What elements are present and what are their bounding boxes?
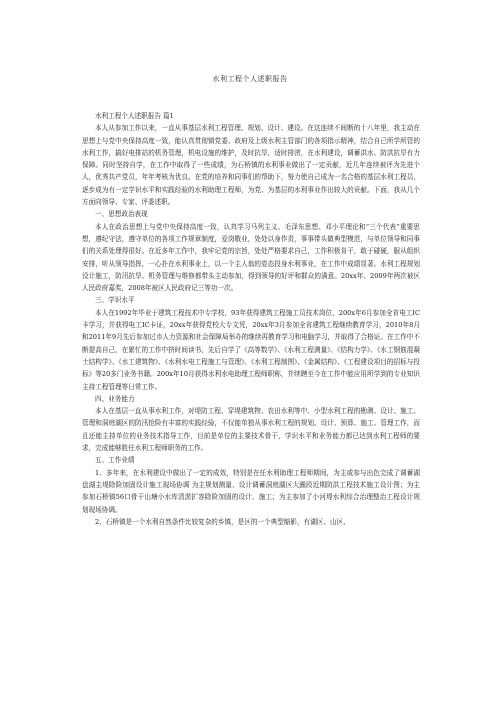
paragraph-achievement-2: 2、石桥镇是一个水利自然条件比较复杂的乡镇，是区的一个典型缩影，有湖区、山区、 <box>95 517 350 526</box>
paragraph-achievement-1: 1、多年来，在水利建设中做出了一定的成效，特别是在任水利助理工程师期间，为主或参与出色完成了调蓄湖盘湖主堤除险加固设计施工现场协调 为主规划测量、设计调蓄洞庭湖区大圈段近期防洪工程技术施工设计图；为主参加石桥镇56口骨干山塘小水库清淤扩容除险加固的设计、施工；为主参加了小河堤水利综合治理整治工程设计规划现场协调。 <box>82 468 420 514</box>
heading-achievements: 五、工作业绩 <box>95 456 135 465</box>
paragraph-knowledge: 本人在1992年毕业于建筑工程技术中专学校，93年获得建筑工程施工员技术岗位，200x年6月参加全省电工IC卡学习，并获得电工IC卡证，20xx年获得党校大专文凭，20xx年3月参加全省建筑工程继续教育学习，2010年8月和2011年9月先后参加过市人力资源和社会保障局举办的继续再教育学习和电脑学习，并取得了合格证。在工作中不断提高自己，在繁忙的工作中挤时间读书，先后自学了《高等数学》、《水利工程测量》、《结构力学》、《水工钢筋混凝土结构学》、《水工建筑物》、《水利水电工程施工与管理》、《水利工程制图》、《金属结构》、《工程建设项目的招标与投标》等20多门业务书籍。200x年10月获得水利水电助理工程师职称，并续聘至今在工作中能应用所学到的专业知识主持工程管理等日常工作。 <box>82 308 420 391</box>
heading-political: 一、思想政治表现 <box>95 210 148 219</box>
document-title: 水利工程个人述职报告 <box>212 75 288 83</box>
paragraph-ability: 本人在基层一直从事水利工作，对堤防工程、穿堤建筑物、农田水利等中、小型水利工程的勘测、设计、施工、管理和洞庭湖区的防汛抢险有丰富的实践经验，不仅能单独从事水利工程的规划、设计、预算、施工、管理工作，而且还能主持单位的业务技术指导工作，目前是单位的主要技术骨干，学识水平和业务能力都已达到水利工程师的要求，完成能够胜任水利工程师职务的工作。 <box>82 407 420 453</box>
section-subtitle: 水利工程个人述职报告 篇1 <box>95 112 174 120</box>
heading-ability: 四、业务能力 <box>95 394 135 403</box>
paragraph-intro: 本人从参加工作以来，一直从事基层水利工程管理、规划、设计、建设。在这连续不间断的十八年里，我主动在思想上与党中央保持高度一致，能认真贯彻镇党委、政府及上级水利主管部门的各项指示精神，结合自己所学所管的水利工作，搞好电排站的机务管理，机电设施的维护，及时抗旱，适时排涝，在水利建设，调蓄洪水、防洪抗旱有力保障。同时坚持自学，在工作中取得了一些成绩，为石桥镇的水利事业做出了一定贡献，近几年连续被评为先进个人，优秀共产党员，年年考核为优良。在党的培养和同事们的帮助下，努力使自己成为一名合格的基层水利工程员，逐步成为有一定学识水平和实践经验的水利助理工程师，为党、为基层的水利事业作出较大的贡献。下面，我从几个方面向领导、专家、评委述职。 <box>82 124 420 207</box>
heading-knowledge: 三、学识水平 <box>95 296 135 305</box>
document-body <box>82 110 420 528</box>
paragraph-political: 本人在政治思想上与党中央保持高度一致，认真学习马列主义、毛泽东思想、邓小平理论和“三个代表”重要思想，遵纪守法，遵守单位的各项工作规章制度，爱岗敬业，处处以身作责，事事带头做典型模范，与单位领导和同事们的关系处理得很好。在近多年工作中，我牢记党的宗旨，处处严格要求自己，工作积极肯干，敢于碰硬，服从组织安排，听从领导指挥，一心扑在水利事业上，以一个主人翁的姿态投身水利事业，在工作中成绩显著。水利工程规划设计施工，防汛抗旱、机务管理与维修都带头主动参加，得到领导的好评和群众的满意。20xx年、2009年两次被区人民政府嘉奖，2008年被区人民政府记三等功一次。 <box>82 222 420 293</box>
